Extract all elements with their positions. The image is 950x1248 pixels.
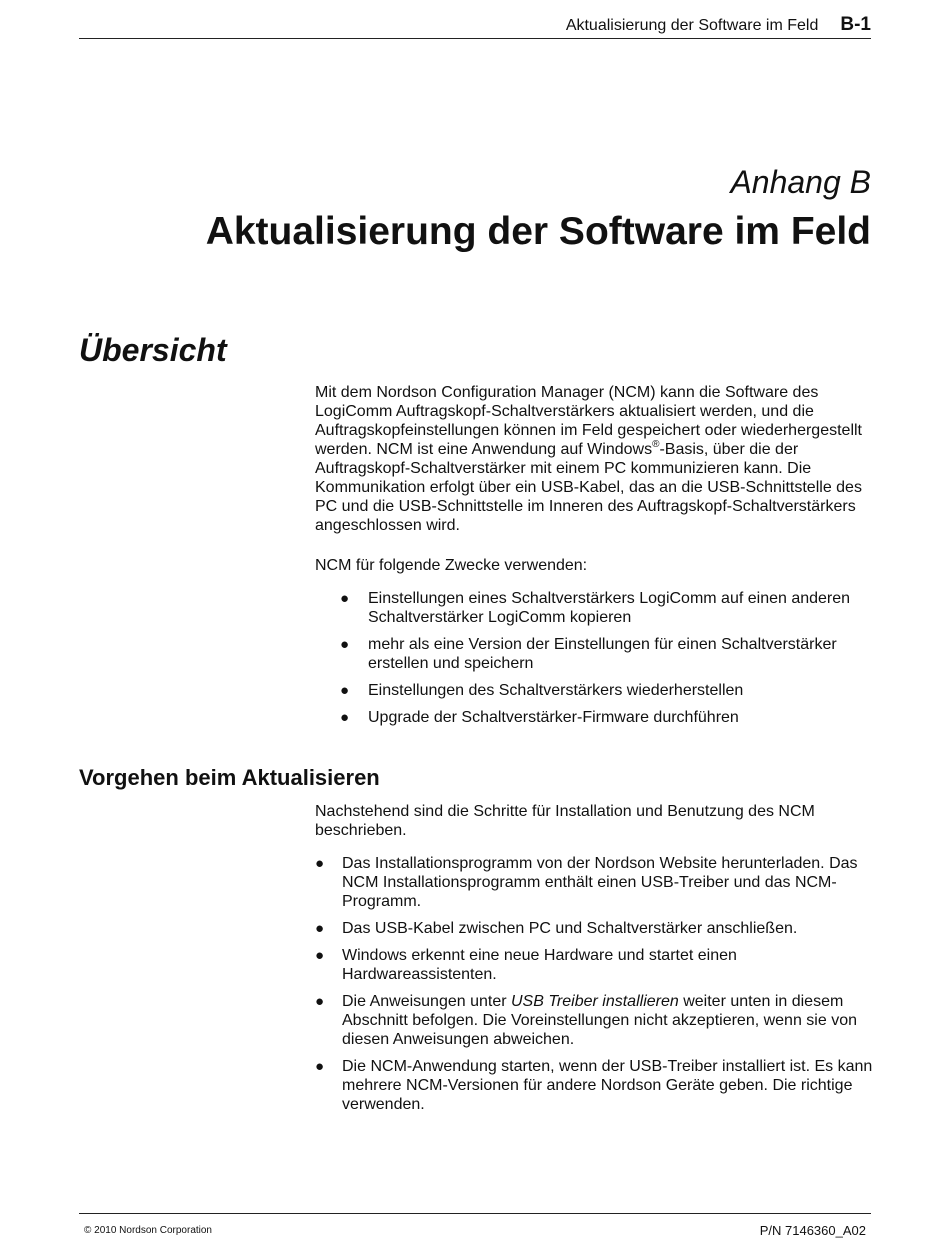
list-item (315, 1057, 875, 1114)
list-item-text: Das Installationsprogramm von der Nordson Website herunterladen. Das NCM Installationsprogramm enthält einen USB-Treiber und das NCM-Programm. (342, 855, 858, 910)
list-item-text (342, 993, 857, 1048)
bullet-icon: ● (315, 920, 325, 937)
running-header (79, 14, 871, 39)
purposes-intro: NCM für folgende Zwecke verwenden: (315, 557, 588, 574)
procedure-intro: Nachstehend sind die Schritte für Installation und Benutzung des NCM beschrieben. (315, 803, 815, 839)
overview-intro-text-2: -Basis, über die der Auftragskopf-Schaltverstärker mit einem PC kommunizieren kann. Die Kommunikation erfolgt über ein USB-Kabel, das an die USB-Schnittstelle des PC und die USB-Schnittstelle im Inneren des Auftragskopf-Schaltverstärkers angeschlossen wird. (315, 441, 862, 534)
list-item-text: Einstellungen eines Schaltverstärkers LogiComm auf einen anderen Schaltverstärker LogiComm kopieren (368, 590, 851, 626)
copyright: © 2010 Nordson Corporation (84, 1225, 212, 1236)
list-item-text: Das USB-Kabel zwischen PC und Schaltverstärker anschließen. (342, 920, 798, 937)
list-item (315, 919, 875, 938)
list-item-text: Upgrade der Schaltverstärker-Firmware durchführen (368, 709, 739, 726)
list-item (340, 589, 870, 627)
list-item-text: Einstellungen des Schaltverstärkers wiederherstellen (368, 682, 744, 699)
list-item (315, 992, 875, 1049)
page-footer (79, 1213, 871, 1244)
page-number: B-1 (840, 14, 871, 35)
chapter-title: Aktualisierung der Software im Feld (205, 210, 871, 253)
list-item (340, 635, 870, 673)
bullet-icon: ● (340, 682, 350, 699)
registered-mark: ® (652, 439, 660, 450)
step4-text-before: Die Anweisungen unter (342, 993, 511, 1010)
bullet-icon: ● (340, 709, 350, 726)
bullet-icon: ● (315, 1058, 325, 1075)
list-item (315, 854, 875, 911)
appendix-label: Anhang B (730, 164, 871, 200)
list-item-text: Windows erkennt eine neue Hardware und startet einen Hardwareassistenten. (342, 947, 737, 983)
bullet-icon: ● (315, 993, 325, 1010)
running-header-title: Aktualisierung der Software im Feld (565, 17, 819, 34)
list-item (340, 708, 870, 727)
part-number: P/N 7146360_A02 (759, 1223, 866, 1238)
bullet-icon: ● (315, 947, 325, 964)
list-item-text: Die NCM-Anwendung starten, wenn der USB-Treiber installiert ist. Es kann mehrere NCM-Versionen für andere Nordson Geräte geben. Die richtige verwenden. (342, 1058, 873, 1113)
bullet-icon: ● (315, 855, 325, 872)
purposes-list (340, 589, 870, 735)
list-item (315, 946, 875, 984)
list-item (340, 681, 870, 700)
bullet-icon: ● (340, 636, 350, 653)
usb-driver-install-reference: USB Treiber installieren (511, 993, 679, 1010)
procedure-steps-list (315, 854, 875, 1122)
overview-intro-paragraph (315, 383, 875, 535)
procedure-heading: Vorgehen beim Aktualisieren (79, 765, 380, 790)
list-item-text: mehr als eine Version der Einstellungen für einen Schaltverstärker erstellen und speichern (368, 636, 837, 672)
overview-intro-text-1: Mit dem Nordson Configuration Manager (NCM) kann die Software des LogiComm Auftragskopf-Schaltverstärkers aktualisiert werden, und die Auftragskopfeinstellungen können im Feld gespeichert oder wiederhergestellt werden. NCM ist eine Anwendung auf Windows (315, 384, 862, 458)
bullet-icon: ● (340, 590, 350, 607)
step4-text-after: weiter unten in diesem Abschnitt befolgen. Die Voreinstellungen nicht akzeptieren, wenn sie von diesen Anweisungen abweichen. (342, 993, 857, 1048)
overview-heading: Übersicht (79, 332, 227, 368)
